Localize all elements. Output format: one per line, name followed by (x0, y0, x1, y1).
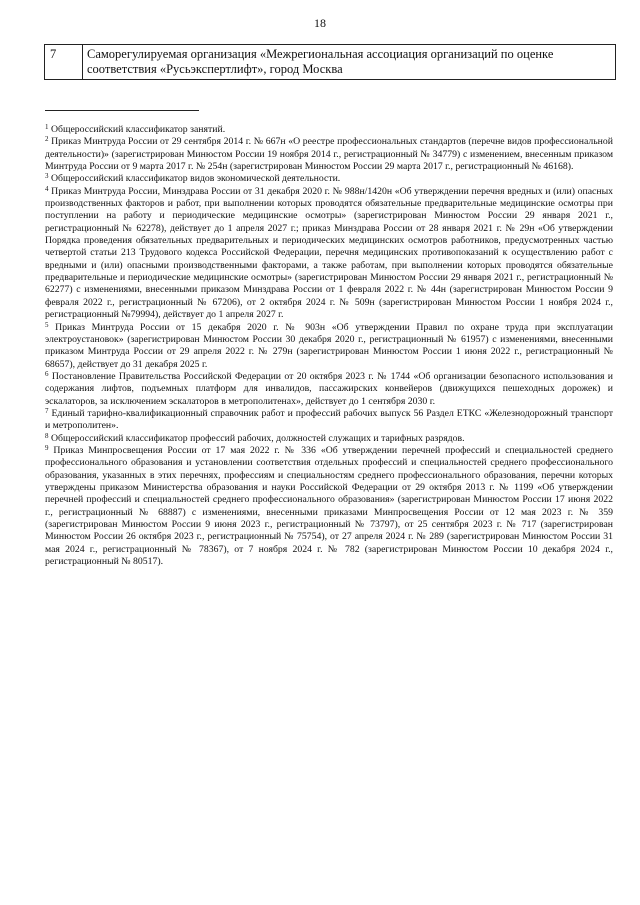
table-row (45, 45, 616, 80)
footnote-mark: 1 (45, 123, 49, 131)
footnote-6 (45, 371, 613, 408)
footnote-mark: 8 (45, 431, 49, 440)
page-number: 18 (314, 16, 326, 30)
footnote-9 (45, 445, 613, 568)
footnote-text: Общероссийский классификатор профессий рабочих, должностей служащих и тарифных разрядов. (50, 432, 465, 444)
footnote-3 (45, 173, 613, 185)
footnote-7 (45, 408, 613, 433)
footnotes-section (45, 124, 613, 568)
footnote-4 (45, 186, 613, 322)
footnote-8 (45, 433, 613, 445)
footnote-mark: 3 (45, 172, 49, 181)
footnote-text: Общероссийский классификатор видов экономической деятельности. (50, 173, 341, 185)
footnote-text: Приказ Минтруда России, Минздрава России от 31 декабря 2020 г. № 988н/1420н «Об утверждении перечня вредных и (или) опасных производственных факторов и работ, при выполнении которых проводятся обязательные предварительные медицинские осмотры при поступлении на работу и периодические медицинские осмотры» (зарегистрирован Минюстом России 29 января 2021 г., регистрационный № 62278), действует до 1 апреля 2027 г.; приказ Минздрава России от 28 января 2021 г. № 29н «Об утверждении Порядка проведения обязательных предварительных и периодических медицинских осмотров работников, предусмотренных частью четвертой статьи 213 Трудового кодекса Российской Федерации, перечня медицинских противопоказаний к осуществлению работ с вредными и (или) опасными производственными факторами, а также работам, при выполнении которых проводятся обязательные предварительные и периодические медицинские осмотры» (зарегистрирован Минюстом России 29 января 2021 г., регистрационный № 62277) с изменениями, внесенными приказом Минздрава России от 1 февраля 2022 г. № 44н (зарегистрирован Минюстом России 9 февраля 2022 г., регистрационный № 67206), от 2 октября 2024 г. № 509н (зарегистрирован Минюстом России 1 ноября 2024 г., регистрационный №79994), действует до 1 апреля 2027 г. (45, 185, 613, 321)
footnote-text: Приказ Минпросвещения России от 17 мая 2022 г. № 336 «Об утверждении перечней профессий и специальностей среднего профессионального образования и установлении соответствия отдельных профессий и специальностей среднего профессионального образования, указанных в этих перечнях, профессиям и специальностям среднего профессионального образования, перечни которых утверждены приказом Министерства образования и науки Российской Федерации от 29 октября 2013 г. № 1199 «Об утверждении перечней профессий и специальностей среднего профессионального образования» (зарегистрирован Минюстом России 17 июня 2022 г., регистрационный № 68887) с изменениями, внесенными приказами Минпросвещения России от 12 мая 2023 г. № 359 (зарегистрирован Минюстом России 9 июня 2023 г., регистрационный № 73797), от 25 сентября 2023 г. № 717 (зарегистрирован Минюстом России 26 октября 2023 г., регистрационный № 75754), от 27 апреля 2024 г. № 289 (зарегистрирован Минюстом России 31 мая 2024 г., регистрационный № 78367), от 7 ноября 2024 г. № 782 (зарегистрирован Минюстом России 10 декабря 2024 г., регистрационный № 80517). (45, 444, 613, 568)
footnote-separator (45, 110, 199, 111)
footnote-text: Общероссийский классификатор занятий. (50, 124, 226, 135)
footnote-text: Приказ Минтруда России от 29 сентября 2014 г. № 667н «О реестре профессиональных стандартов (перечне видов профессиональной деятельности)» (зарегистрирован Минюстом России 19 ноября 2014 г., регистрационный № 34779) с изменением, внесенным приказом Минтруда России от 9 марта 2017 г. № 254н (зарегистрирован Минюстом России 29 марта 2017 г., регистрационный № 46168). (45, 136, 613, 173)
footnote-mark: 2 (45, 135, 49, 144)
footnote-mark: 4 (45, 184, 49, 193)
organization-name-cell: Саморегулируемая организация «Межрегиональная ассоциация организаций по оценке соответствия «Русьэкспертлифт», город Москва (83, 45, 616, 80)
organization-table (44, 44, 616, 80)
footnote-text: Единый тарифно-квалификационный справочник работ и профессий рабочих выпуск 56 Раздел ЕТКС «Железнодорожный транспорт и метрополитен». (45, 407, 613, 432)
footnote-mark: 9 (45, 443, 49, 452)
footnote-mark: 7 (45, 406, 49, 415)
footnote-text: Постановление Правительства Российской Федерации от 20 октября 2023 г. № 1744 «Об организации безопасного использования и содержания лифтов, подъемных платформ для инвалидов, пассажирских конвейеров (движущихся пешеходных дорожек) и эскалаторов, за исключением эскалаторов в метрополитенах», действует до 1 сентября 2030 г. (45, 370, 614, 407)
footnote-text: Приказ Минтруда России от 15 декабря 2020 г. № 903н «Об утверждении Правил по охране труда при эксплуатации электроустановок» (зарегистрирован Минюстом России 30 декабря 2020 г., регистрационный № 61957) с изменениями, внесенными приказом Минтруда России от 29 апреля 2022 г. № 279н (зарегистрирован Минюстом России 1 июня 2022 г., регистрационный № 68657), действует до 31 декабря 2025 г. (45, 321, 614, 370)
row-number-cell: 7 (45, 45, 83, 80)
footnote-mark: 6 (45, 369, 49, 378)
footnote-2 (45, 136, 613, 173)
footnote-mark: 5 (45, 320, 49, 329)
footnote-5 (45, 322, 613, 371)
footnote-1 (45, 124, 613, 136)
